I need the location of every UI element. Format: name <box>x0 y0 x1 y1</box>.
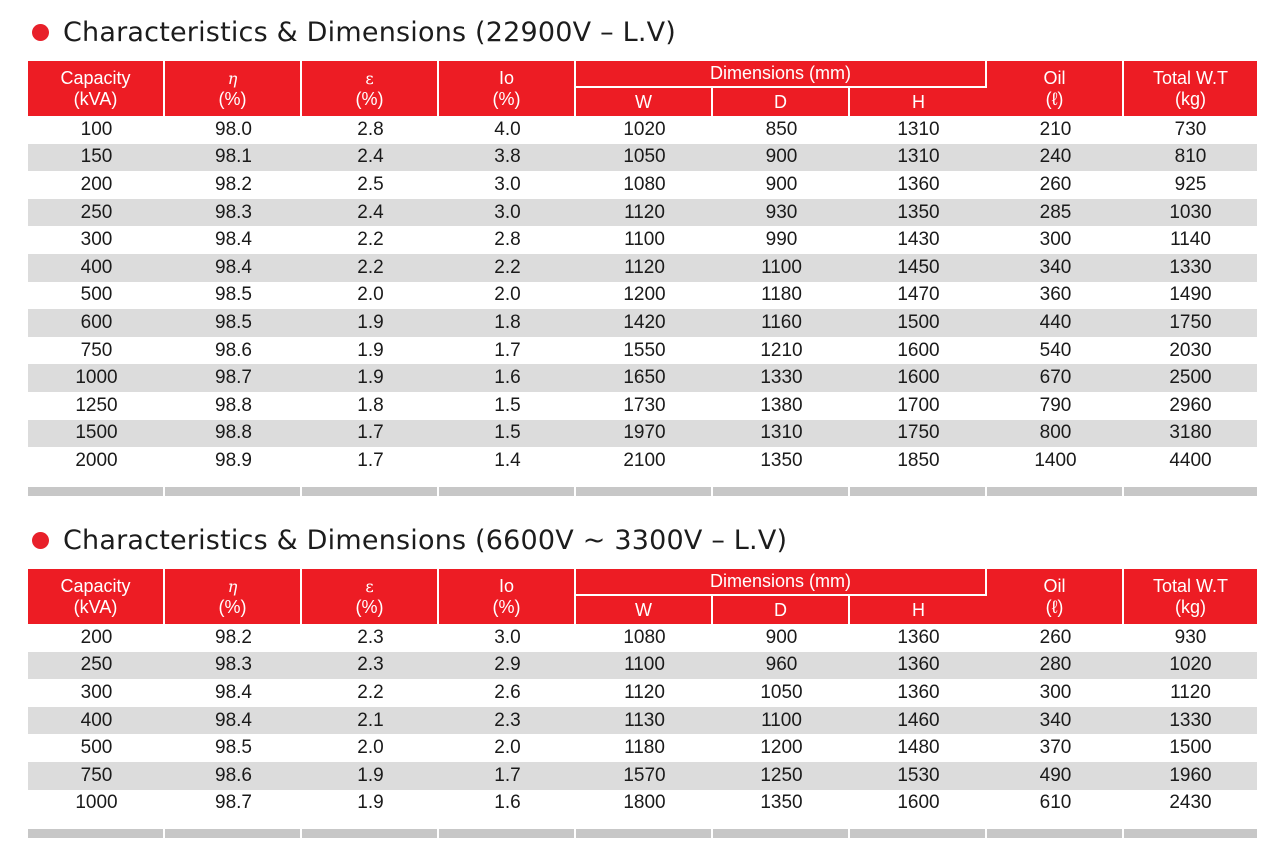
cell-oil: 370 <box>987 734 1124 762</box>
cell-efficiency: 98.7 <box>165 364 302 392</box>
header-dim-h: H <box>850 596 987 624</box>
header-impedance: ε (%) <box>302 569 439 624</box>
cell-dim-h: 1360 <box>850 652 987 680</box>
header-noload-current: Io (%) <box>439 569 576 624</box>
header-dim-d: D <box>713 88 850 116</box>
cell-dim-w: 1120 <box>576 199 713 227</box>
cell-efficiency: 98.8 <box>165 420 302 448</box>
cell-dim-h: 1700 <box>850 392 987 420</box>
section-6600v <box>28 520 1257 838</box>
cell-efficiency: 98.2 <box>165 171 302 199</box>
cell-total-weight: 1960 <box>1124 762 1257 790</box>
cell-noload-current: 1.7 <box>439 762 576 790</box>
table-row <box>28 707 1257 735</box>
cell-efficiency: 98.3 <box>165 199 302 227</box>
section-title-text: Characteristics & Dimensions (6600V ~ 3300V – L.V) <box>63 524 788 556</box>
cell-dim-d: 1160 <box>713 309 850 337</box>
cell-efficiency: 98.2 <box>165 624 302 652</box>
cell-oil: 340 <box>987 707 1124 735</box>
cell-dim-d: 900 <box>713 171 850 199</box>
cell-efficiency: 98.5 <box>165 309 302 337</box>
cell-impedance: 2.2 <box>302 679 439 707</box>
table-row <box>28 447 1257 475</box>
cell-efficiency: 98.1 <box>165 144 302 172</box>
header-total-weight: Total W.T (kg) <box>1124 61 1257 116</box>
cell-capacity: 750 <box>28 762 165 790</box>
cell-dim-d: 850 <box>713 116 850 144</box>
cell-impedance: 2.3 <box>302 652 439 680</box>
header-efficiency: η (%) <box>165 61 302 116</box>
table-row <box>28 392 1257 420</box>
cell-dim-w: 1570 <box>576 762 713 790</box>
table-row <box>28 652 1257 680</box>
table-row <box>28 226 1257 254</box>
cell-efficiency: 98.4 <box>165 254 302 282</box>
cell-impedance: 2.1 <box>302 707 439 735</box>
cell-efficiency: 98.7 <box>165 790 302 818</box>
cell-total-weight: 1490 <box>1124 282 1257 310</box>
cell-dim-w: 1100 <box>576 652 713 680</box>
cell-dim-d: 1180 <box>713 282 850 310</box>
table-row <box>28 144 1257 172</box>
cell-efficiency: 98.4 <box>165 226 302 254</box>
cell-dim-w: 1800 <box>576 790 713 818</box>
cell-dim-w: 1650 <box>576 364 713 392</box>
cell-impedance: 1.9 <box>302 337 439 365</box>
header-dim-w: W <box>576 596 713 624</box>
cell-impedance: 2.2 <box>302 254 439 282</box>
cell-capacity: 1000 <box>28 790 165 818</box>
cell-dim-w: 1120 <box>576 254 713 282</box>
cell-dim-h: 1310 <box>850 144 987 172</box>
cell-capacity: 100 <box>28 116 165 144</box>
cell-impedance: 1.9 <box>302 790 439 818</box>
cell-dim-w: 1080 <box>576 624 713 652</box>
cell-noload-current: 3.0 <box>439 199 576 227</box>
cell-impedance: 1.7 <box>302 420 439 448</box>
header-total-weight: Total W.T (kg) <box>1124 569 1257 624</box>
cell-dim-h: 1600 <box>850 364 987 392</box>
header-capacity: Capacity (kVA) <box>28 61 165 116</box>
cell-capacity: 250 <box>28 652 165 680</box>
cell-efficiency: 98.6 <box>165 762 302 790</box>
cell-oil: 210 <box>987 116 1124 144</box>
cell-capacity: 750 <box>28 337 165 365</box>
header-dimensions: Dimensions (mm) <box>576 569 987 596</box>
cell-dim-h: 1600 <box>850 790 987 818</box>
cell-dim-h: 1500 <box>850 309 987 337</box>
cell-capacity: 300 <box>28 679 165 707</box>
cell-efficiency: 98.3 <box>165 652 302 680</box>
cell-dim-h: 1850 <box>850 447 987 475</box>
table-row <box>28 734 1257 762</box>
cell-total-weight: 1120 <box>1124 679 1257 707</box>
cell-noload-current: 2.0 <box>439 282 576 310</box>
header-capacity: Capacity (kVA) <box>28 569 165 624</box>
cell-noload-current: 1.8 <box>439 309 576 337</box>
header-dim-d: D <box>713 596 850 624</box>
spec-table <box>28 61 1257 475</box>
cell-oil: 490 <box>987 762 1124 790</box>
cell-total-weight: 1330 <box>1124 254 1257 282</box>
cell-total-weight: 1020 <box>1124 652 1257 680</box>
cell-total-weight: 2960 <box>1124 392 1257 420</box>
table-row <box>28 254 1257 282</box>
cell-impedance: 1.8 <box>302 392 439 420</box>
cell-oil: 340 <box>987 254 1124 282</box>
cell-dim-w: 1080 <box>576 171 713 199</box>
cell-impedance: 1.9 <box>302 762 439 790</box>
cell-oil: 790 <box>987 392 1124 420</box>
cell-dim-d: 1200 <box>713 734 850 762</box>
table-row <box>28 282 1257 310</box>
cell-dim-d: 930 <box>713 199 850 227</box>
cell-dim-d: 1330 <box>713 364 850 392</box>
cell-total-weight: 3180 <box>1124 420 1257 448</box>
cell-total-weight: 1330 <box>1124 707 1257 735</box>
cell-total-weight: 810 <box>1124 144 1257 172</box>
table-row <box>28 364 1257 392</box>
cell-dim-w: 1050 <box>576 144 713 172</box>
cell-noload-current: 1.6 <box>439 364 576 392</box>
cell-impedance: 1.7 <box>302 447 439 475</box>
cell-dim-w: 1100 <box>576 226 713 254</box>
cell-dim-h: 1430 <box>850 226 987 254</box>
cell-dim-w: 1970 <box>576 420 713 448</box>
cell-capacity: 200 <box>28 624 165 652</box>
cell-dim-w: 1020 <box>576 116 713 144</box>
cell-capacity: 250 <box>28 199 165 227</box>
header-efficiency: η (%) <box>165 569 302 624</box>
cell-dim-h: 1460 <box>850 707 987 735</box>
table-row <box>28 790 1257 818</box>
cell-capacity: 400 <box>28 254 165 282</box>
cell-oil: 280 <box>987 652 1124 680</box>
table-row <box>28 337 1257 365</box>
cell-total-weight: 930 <box>1124 624 1257 652</box>
cell-efficiency: 98.4 <box>165 707 302 735</box>
cell-oil: 260 <box>987 624 1124 652</box>
cell-capacity: 400 <box>28 707 165 735</box>
cell-dim-w: 1180 <box>576 734 713 762</box>
cell-total-weight: 1750 <box>1124 309 1257 337</box>
cell-impedance: 1.9 <box>302 364 439 392</box>
cell-noload-current: 2.0 <box>439 734 576 762</box>
cell-noload-current: 2.3 <box>439 707 576 735</box>
cell-dim-d: 900 <box>713 624 850 652</box>
cell-dim-h: 1310 <box>850 116 987 144</box>
cell-dim-d: 1310 <box>713 420 850 448</box>
cell-dim-h: 1530 <box>850 762 987 790</box>
cell-total-weight: 1500 <box>1124 734 1257 762</box>
cell-capacity: 2000 <box>28 447 165 475</box>
cell-capacity: 500 <box>28 282 165 310</box>
cell-noload-current: 2.8 <box>439 226 576 254</box>
cell-oil: 610 <box>987 790 1124 818</box>
table-footer-bar <box>28 487 1257 496</box>
cell-capacity: 600 <box>28 309 165 337</box>
cell-oil: 240 <box>987 144 1124 172</box>
cell-oil: 670 <box>987 364 1124 392</box>
cell-efficiency: 98.9 <box>165 447 302 475</box>
table-row <box>28 199 1257 227</box>
table-row <box>28 116 1257 144</box>
cell-efficiency: 98.4 <box>165 679 302 707</box>
cell-total-weight: 925 <box>1124 171 1257 199</box>
cell-total-weight: 2500 <box>1124 364 1257 392</box>
cell-efficiency: 98.8 <box>165 392 302 420</box>
cell-oil: 540 <box>987 337 1124 365</box>
section-title <box>28 520 1257 560</box>
cell-total-weight: 1140 <box>1124 226 1257 254</box>
table-row <box>28 171 1257 199</box>
cell-dim-d: 990 <box>713 226 850 254</box>
cell-oil: 1400 <box>987 447 1124 475</box>
cell-impedance: 1.9 <box>302 309 439 337</box>
table-row <box>28 679 1257 707</box>
cell-oil: 300 <box>987 226 1124 254</box>
cell-total-weight: 1030 <box>1124 199 1257 227</box>
red-bullet-icon <box>32 532 49 549</box>
cell-capacity: 200 <box>28 171 165 199</box>
cell-oil: 360 <box>987 282 1124 310</box>
cell-dim-h: 1600 <box>850 337 987 365</box>
cell-impedance: 2.8 <box>302 116 439 144</box>
header-oil: Oil (ℓ) <box>987 569 1124 624</box>
cell-dim-d: 1250 <box>713 762 850 790</box>
cell-dim-d: 1100 <box>713 707 850 735</box>
cell-noload-current: 2.9 <box>439 652 576 680</box>
cell-noload-current: 4.0 <box>439 116 576 144</box>
cell-noload-current: 3.0 <box>439 624 576 652</box>
cell-dim-d: 1100 <box>713 254 850 282</box>
cell-noload-current: 1.4 <box>439 447 576 475</box>
cell-efficiency: 98.5 <box>165 734 302 762</box>
cell-impedance: 2.5 <box>302 171 439 199</box>
cell-dim-w: 1730 <box>576 392 713 420</box>
cell-oil: 300 <box>987 679 1124 707</box>
cell-dim-h: 1450 <box>850 254 987 282</box>
cell-capacity: 150 <box>28 144 165 172</box>
cell-total-weight: 4400 <box>1124 447 1257 475</box>
section-title <box>28 12 1257 52</box>
cell-noload-current: 1.5 <box>439 420 576 448</box>
cell-capacity: 500 <box>28 734 165 762</box>
header-impedance: ε (%) <box>302 61 439 116</box>
cell-dim-w: 1420 <box>576 309 713 337</box>
cell-dim-d: 1210 <box>713 337 850 365</box>
cell-noload-current: 1.5 <box>439 392 576 420</box>
cell-dim-d: 1350 <box>713 447 850 475</box>
table-row <box>28 762 1257 790</box>
header-dim-w: W <box>576 88 713 116</box>
table-row <box>28 309 1257 337</box>
cell-dim-h: 1360 <box>850 679 987 707</box>
table-row <box>28 420 1257 448</box>
cell-impedance: 2.3 <box>302 624 439 652</box>
cell-capacity: 300 <box>28 226 165 254</box>
header-dim-h: H <box>850 88 987 116</box>
cell-capacity: 1000 <box>28 364 165 392</box>
cell-oil: 285 <box>987 199 1124 227</box>
cell-dim-w: 2100 <box>576 447 713 475</box>
section-22900v <box>28 12 1257 496</box>
cell-dim-d: 960 <box>713 652 850 680</box>
cell-dim-h: 1350 <box>850 199 987 227</box>
cell-noload-current: 3.8 <box>439 144 576 172</box>
cell-impedance: 2.2 <box>302 226 439 254</box>
cell-total-weight: 730 <box>1124 116 1257 144</box>
cell-impedance: 2.0 <box>302 734 439 762</box>
cell-efficiency: 98.6 <box>165 337 302 365</box>
cell-dim-d: 1050 <box>713 679 850 707</box>
cell-efficiency: 98.0 <box>165 116 302 144</box>
cell-oil: 440 <box>987 309 1124 337</box>
cell-dim-d: 1350 <box>713 790 850 818</box>
spec-table <box>28 569 1257 817</box>
cell-noload-current: 3.0 <box>439 171 576 199</box>
cell-noload-current: 1.6 <box>439 790 576 818</box>
cell-dim-d: 900 <box>713 144 850 172</box>
cell-efficiency: 98.5 <box>165 282 302 310</box>
header-noload-current: Io (%) <box>439 61 576 116</box>
cell-noload-current: 1.7 <box>439 337 576 365</box>
cell-noload-current: 2.6 <box>439 679 576 707</box>
header-dimensions: Dimensions (mm) <box>576 61 987 88</box>
cell-dim-h: 1360 <box>850 624 987 652</box>
cell-dim-w: 1120 <box>576 679 713 707</box>
cell-dim-w: 1200 <box>576 282 713 310</box>
cell-dim-h: 1480 <box>850 734 987 762</box>
cell-oil: 800 <box>987 420 1124 448</box>
cell-dim-h: 1470 <box>850 282 987 310</box>
cell-total-weight: 2430 <box>1124 790 1257 818</box>
cell-dim-h: 1750 <box>850 420 987 448</box>
cell-noload-current: 2.2 <box>439 254 576 282</box>
table-row <box>28 624 1257 652</box>
cell-dim-w: 1130 <box>576 707 713 735</box>
section-title-text: Characteristics & Dimensions (22900V – L.V) <box>63 16 677 48</box>
cell-impedance: 2.4 <box>302 199 439 227</box>
cell-capacity: 1500 <box>28 420 165 448</box>
cell-dim-h: 1360 <box>850 171 987 199</box>
cell-oil: 260 <box>987 171 1124 199</box>
cell-impedance: 2.4 <box>302 144 439 172</box>
cell-dim-d: 1380 <box>713 392 850 420</box>
cell-capacity: 1250 <box>28 392 165 420</box>
table-footer-bar <box>28 829 1257 838</box>
cell-impedance: 2.0 <box>302 282 439 310</box>
red-bullet-icon <box>32 24 49 41</box>
cell-total-weight: 2030 <box>1124 337 1257 365</box>
cell-dim-w: 1550 <box>576 337 713 365</box>
header-oil: Oil (ℓ) <box>987 61 1124 116</box>
